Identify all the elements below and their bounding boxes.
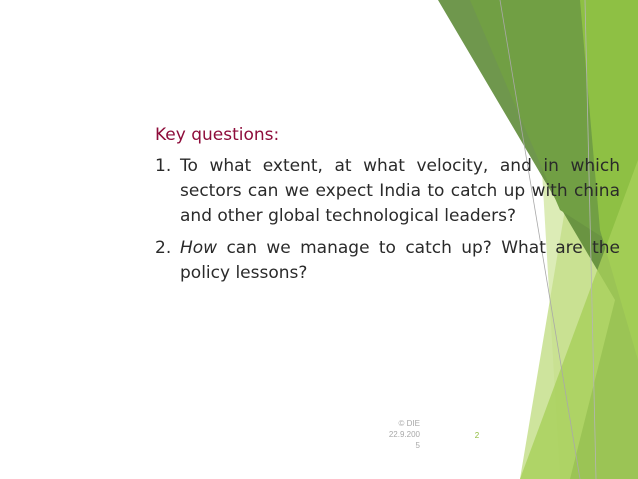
question-2-number: 2. bbox=[155, 238, 172, 258]
question-2 bbox=[155, 236, 620, 286]
footer-date bbox=[372, 418, 420, 451]
slide-heading: Key questions: bbox=[155, 125, 280, 145]
question-1 bbox=[155, 154, 620, 229]
question-2-text: can we manage to catch up? What are the policy lessons? bbox=[180, 238, 620, 283]
footer-date-line-2: 22.9.200 bbox=[388, 430, 420, 439]
slide-content bbox=[155, 122, 620, 293]
page-number: 2 bbox=[474, 431, 480, 440]
question-1-text: To what extent, at what velocity, and in which sectors can we expect India to catch up with china and other global technological leaders? bbox=[180, 156, 620, 226]
question-1-number: 1. bbox=[155, 156, 172, 176]
footer-date-line-3: 5 bbox=[415, 441, 420, 450]
footer-date-line-1: © DIE bbox=[398, 419, 420, 428]
question-2-text-wrapper bbox=[180, 236, 620, 286]
question-2-emphasis: How bbox=[180, 238, 218, 258]
